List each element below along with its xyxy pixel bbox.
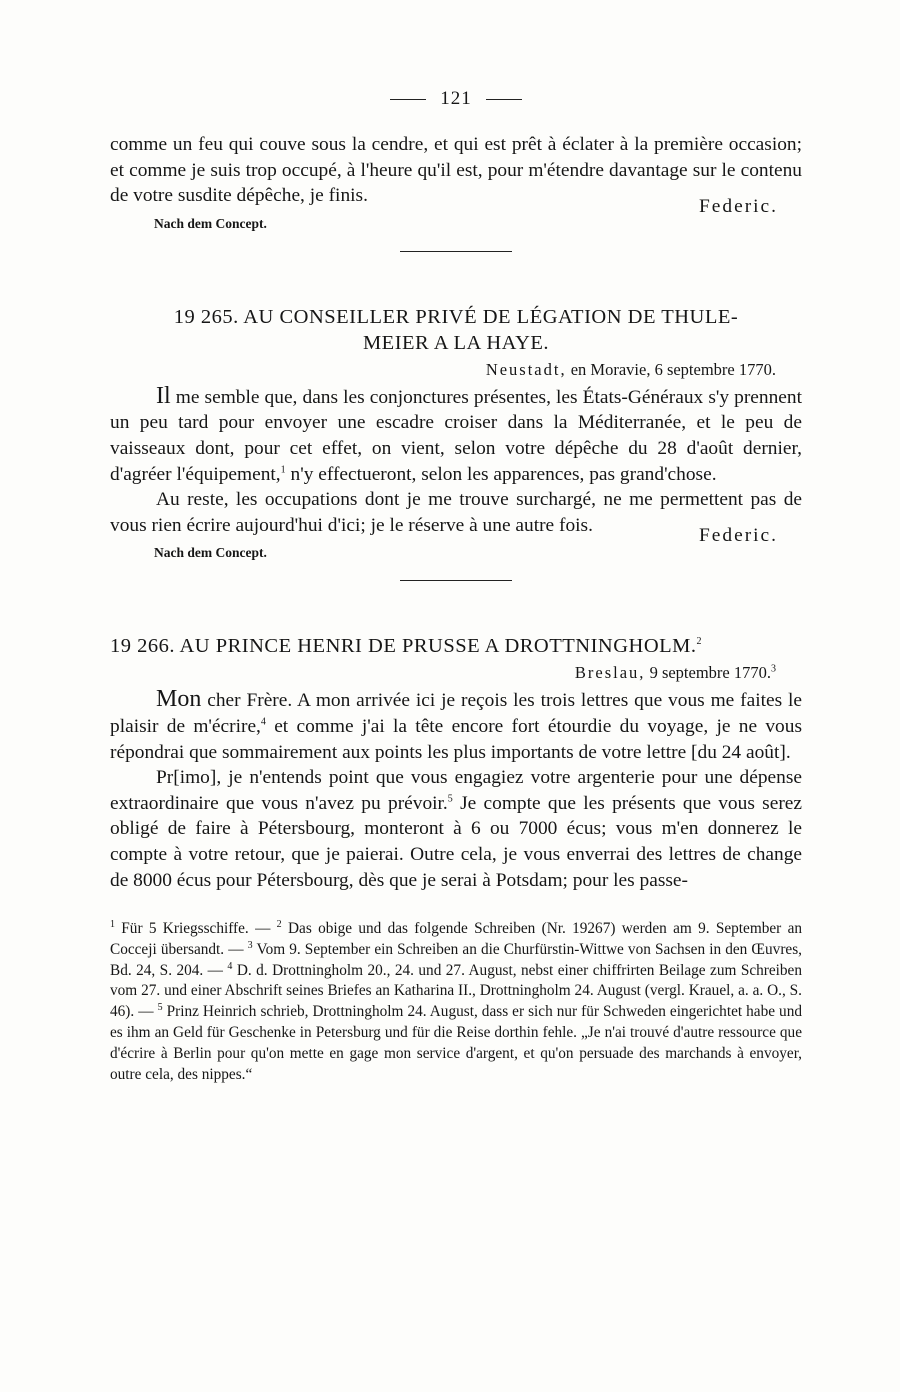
continuation-paragraph: comme un feu qui couve sous la cendre, et qui est prêt à éclater à la première occasion; et comme je suis trop occupé, à l'heure qu'il est, pour m'étendre davantage sur le contenu de votre susdite dépêche, je finis.: [110, 134, 802, 207]
header-rule-right: [486, 99, 522, 100]
source-note: Nach dem Concept.: [154, 545, 267, 561]
footnote-ref: 3: [771, 663, 776, 675]
paragraph-text: Pr[imo], je n'entends point que vous engagiez votre argenterie pour une dépense extraordinaire que vous n'avez pu prévoir.: [110, 767, 802, 814]
letter-paragraph: [110, 765, 802, 893]
footnote-text: Vom 9. September ein Schreiben an die Churfürstin-Wittwe von Sachsen in den Œuvres, Bd. 24, S. 204. —: [110, 940, 802, 979]
initial-word: Mon: [156, 686, 202, 713]
section-divider: [400, 580, 512, 581]
dateline-date: en Moravie, 6 septembre 1770.: [566, 359, 776, 379]
footnote-number: 4: [227, 960, 233, 972]
footnote-ref: 1: [280, 464, 286, 476]
letter-heading: [110, 304, 802, 356]
dateline: [110, 358, 776, 382]
footnotes: [110, 919, 802, 1085]
letter-paragraph: [110, 687, 802, 765]
footnote-ref: 4: [260, 716, 266, 728]
footnote-text: Prinz Heinrich schrieb, Drottningholm 24. August, dass er sich nur für Schweden eingerichtet habe und es ihm an Geld für Geschenke in Petersburg und für die Reise dorthin fehle. „Je n'ai trouvé d'autre ressource que d'écrire à Berlin pour qu'on mette en gage mon service d'argent, et qu'on persuade des marchands à envoyer, outre cela, des nippes.“: [110, 1003, 802, 1083]
footnote-text: D. d. Drottningholm 20., 24. und 27. August, nebst einer chiffrirten Beilage zum Schreiben vom 27. und einer Abschrift seines Briefes an Katharina II., Drottningholm 24. August (vergl. Krauel, a. a. O., S. 46). —: [110, 961, 802, 1021]
footnote-text: Für 5 Kriegsschiffe. —: [115, 920, 277, 938]
letter-heading-line2: MEIER A LA HAYE.: [362, 331, 550, 354]
footnote-number: 5: [157, 1002, 163, 1014]
signature: Federic.: [699, 195, 778, 217]
dateline-date: 9 septembre 1770.: [645, 663, 771, 683]
source-note: Nach dem Concept.: [154, 215, 267, 231]
footnote-number: 3: [247, 939, 253, 951]
section-divider: [400, 251, 512, 252]
dateline-place: Breslau,: [574, 663, 646, 683]
dateline-place: Neustadt,: [485, 359, 567, 379]
letter-paragraph: Au reste, les occupations dont je me trouve surchargé, ne me permettent pas de vous rien écrire aujourd'hui d'ici; je le réserve à une autre fois.: [110, 489, 802, 536]
paragraph-text: cher Frère. A mon arrivée ici je reçois les trois lettres que vous me faites le plaisir de m'écrire,: [110, 690, 802, 737]
page-number: 121: [440, 88, 472, 109]
page-header: [110, 84, 802, 114]
page: [110, 84, 802, 1085]
paragraph-text: n'y effectueront, selon les apparences, pas grand'chose.: [285, 463, 717, 485]
footnote-number: 2: [276, 919, 282, 930]
footnote-text: Das obige und das folgende Schreiben (Nr. 19267) werden am 9. September an Cocceji übersandt. —: [110, 920, 803, 958]
footnote-ref: 2: [696, 636, 703, 648]
initial-word: Il: [156, 382, 171, 409]
paragraph-text: me semble que, dans les conjonctures présentes, les États-Généraux s'y prennent un peu tard pour envoyer une escadre croiser dans la Méditerranée, et le peu de vaisseaux dont, pour cet effet, on vient, selon votre dépêche du 28 d'août dernier, d'agréer l'équipement,: [110, 386, 802, 485]
letter-paragraph: [110, 384, 802, 487]
paragraph-text: et comme j'ai la tête encore fort étourdie du voyage, je ne vous répondrai que sommairement aux points les plus importants de votre lettre [du 24 août].: [110, 715, 802, 763]
dateline: [110, 661, 776, 685]
letter-heading-line1: 19 265. AU CONSEILLER PRIVÉ DE LÉGATION DE THULE-: [173, 305, 739, 328]
letter-heading-text: 19 266. AU PRINCE HENRI DE PRUSSE A DROTTNINGHOLM.: [110, 635, 697, 658]
header-rule-left: [390, 99, 426, 100]
footnote-ref: 5: [447, 793, 453, 805]
letter-heading: [110, 633, 802, 659]
footnote-number: 1: [110, 919, 115, 930]
signature: Federic.: [699, 525, 778, 547]
paragraph-text: Je compte que les présents que vous serez obligé de faire à Pétersbourg, monteront à 6 ou 7000 écus; vous m'en donnerez le compte à votre retour, que je paierai. Outre cela, je vous enverrai des lettres de change de 8000 écus pour Pétersbourg, dès que je serai à Potsdam; pour les passe-: [110, 792, 802, 891]
